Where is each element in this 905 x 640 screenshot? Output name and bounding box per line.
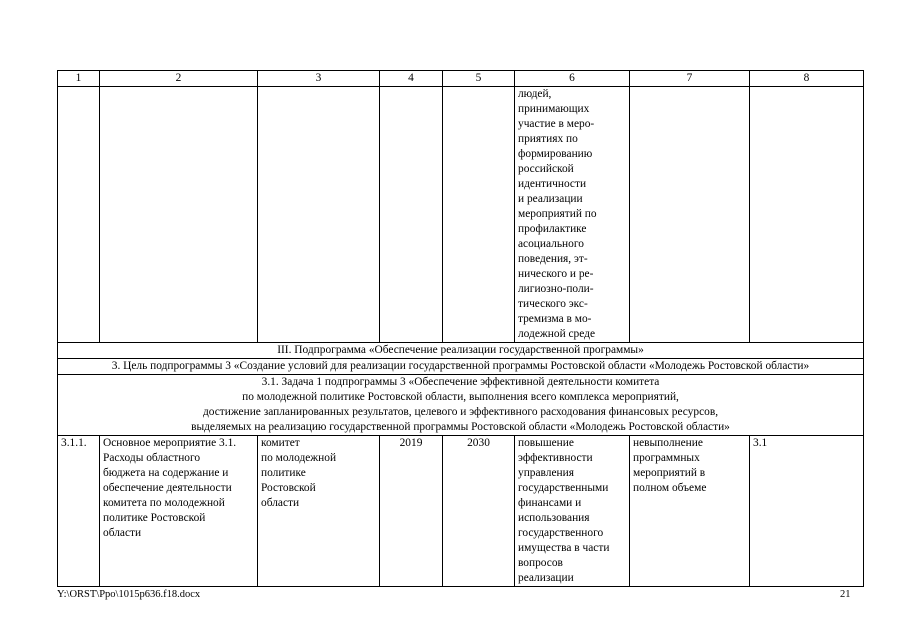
- text-line: по молодежной: [261, 452, 337, 464]
- text-line: финансами и: [518, 497, 582, 509]
- subprogram-heading-row: [58, 343, 864, 359]
- column-number: 7: [630, 71, 750, 87]
- goal-heading-row: [58, 359, 864, 375]
- executor-cell: [258, 436, 380, 587]
- empty-cell: [750, 87, 864, 343]
- text-line: бюджета на содержание и: [103, 467, 229, 479]
- start-year: 2019: [380, 436, 443, 587]
- consequence-cell: [630, 436, 750, 587]
- end-year: 2030: [443, 436, 515, 587]
- text-line: по молодежной политике Ростовской области, выполнения всего комплекса мероприятий,: [242, 391, 679, 403]
- column-number: 8: [750, 71, 864, 87]
- empty-cell: [380, 87, 443, 343]
- column-number: 3: [258, 71, 380, 87]
- text-line: мероприятий по: [518, 208, 597, 220]
- goal-heading: 3. Цель подпрограммы 3 «Создание условий для реализации государственной программы Ростовской области «Молодежь Ростовской области»: [58, 359, 864, 375]
- text-line: идентичности: [518, 178, 587, 190]
- text-line: использования: [518, 512, 590, 524]
- expected-result-cell: [515, 436, 630, 587]
- text-line: тического экс-: [518, 298, 588, 310]
- indicator-link: 3.1: [750, 436, 864, 587]
- text-line: невыполнение: [633, 437, 703, 449]
- text-line: поведения, эт-: [518, 253, 588, 265]
- subprogram-heading: III. Подпрограмма «Обеспечение реализации государственной программы»: [58, 343, 864, 359]
- text-line: участие в меро-: [518, 118, 595, 130]
- text-line: государственного: [518, 527, 604, 539]
- text-line: асоциального: [518, 238, 584, 250]
- text-line: Расходы областного: [103, 452, 201, 464]
- text-line: лодежной среде: [518, 328, 596, 340]
- text-line: полном объеме: [633, 482, 707, 494]
- text-line: вопросов: [518, 557, 563, 569]
- file-path: Y:\ORST\Ppo\1015p636.f18.docx: [57, 589, 201, 600]
- text-line: области: [261, 497, 300, 509]
- text-line: реализации: [518, 572, 574, 584]
- text-line: Основное мероприятие 3.1.: [103, 437, 237, 449]
- text-line: управления: [518, 467, 574, 479]
- column-number: 1: [58, 71, 100, 87]
- text-line: области: [103, 527, 142, 539]
- empty-cell: [58, 87, 100, 343]
- text-line: мероприятий в: [633, 467, 706, 479]
- text-line: Ростовской: [261, 482, 316, 494]
- text-line: нического и ре-: [518, 268, 594, 280]
- text-line: принимающих: [518, 103, 590, 115]
- empty-cell: [100, 87, 258, 343]
- task-heading-row: [58, 375, 864, 436]
- text-line: имущества в части: [518, 542, 610, 554]
- text-line: обеспечение деятельности: [103, 482, 232, 494]
- column-number: 4: [380, 71, 443, 87]
- text-line: программных: [633, 452, 700, 464]
- expected-result-cell: [515, 87, 630, 343]
- text-line: лигиозно-поли-: [518, 283, 594, 295]
- text-line: людей,: [518, 88, 552, 100]
- task-heading: [58, 375, 864, 436]
- text-line: политике: [261, 467, 306, 479]
- text-line: повышение: [518, 437, 574, 449]
- column-number: 5: [443, 71, 515, 87]
- text-line: российской: [518, 163, 574, 175]
- text-line: формированию: [518, 148, 593, 160]
- empty-cell: [258, 87, 380, 343]
- empty-cell: [443, 87, 515, 343]
- empty-cell: [630, 87, 750, 343]
- column-number: 2: [100, 71, 258, 87]
- column-number: 6: [515, 71, 630, 87]
- text-line: 3.1. Задача 1 подпрограммы 3 «Обеспечение эффективной деятельности комитета: [261, 376, 660, 388]
- column-number-row: [58, 71, 864, 87]
- text-line: и реализации: [518, 193, 583, 205]
- continuation-row: [58, 87, 864, 343]
- text-line: комитет: [261, 437, 300, 449]
- text-line: государственными: [518, 482, 609, 494]
- text-line: достижение запланированных результатов, целевого и эффективного расходования финансовых ресурсов,: [202, 406, 719, 418]
- text-line: выделяемых на реализацию государственной программы Ростовской области «Молодежь Ростовской области»: [191, 421, 730, 433]
- text-line: тремизма в мо-: [518, 313, 592, 325]
- page-number: 21: [840, 589, 851, 600]
- text-line: политике Ростовской: [103, 512, 206, 524]
- measure-name-cell: [100, 436, 258, 587]
- table-row: [58, 436, 864, 587]
- text-line: эффективности: [518, 452, 593, 464]
- program-table: [57, 70, 864, 587]
- row-number: 3.1.1.: [58, 436, 100, 587]
- text-line: приятиях по: [518, 133, 578, 145]
- text-line: комитета по молодежной: [103, 497, 225, 509]
- text-line: профилактике: [518, 223, 587, 235]
